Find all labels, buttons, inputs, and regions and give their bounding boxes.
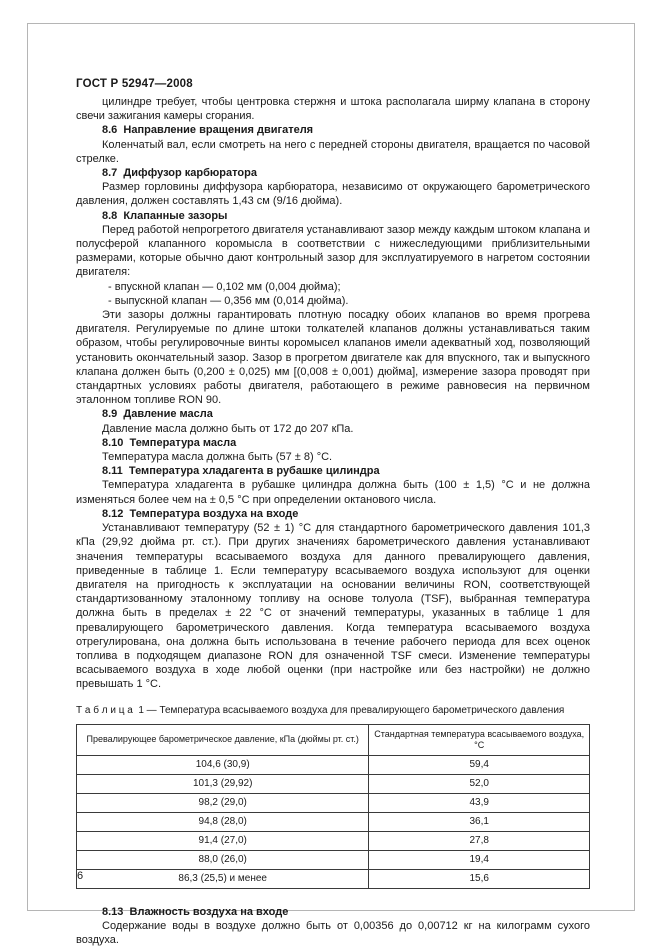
table-row bbox=[77, 869, 590, 888]
paragraph: Коленчатый вал, если смотреть на него с передней стороны двигателя, вращается по часовой стрелке. bbox=[76, 138, 590, 165]
paragraph: Устанавливают температуру (52 ± 1) °С для стандартного барометрического давления 101,3 кПа (29,92 дюйма рт. ст.). При других значениях барометрического давления устанавливают значения температуры всасываемого воздуха для данного превалирующего давления, приведенные в таблице 1. Если температуру всасываемого воздуха используют для оценки двигателя на пригодность к эксплуатации на основании величины RON, соответствующей стандартизованному эталонному топливу на основе толуола (TSF), выбранная температура должна быть в пределах ± 22 °С от значений температуры, указанных в таблице 1 для превалирующего барометрического давления. Когда температура всасываемого воздуха отрегулирована, она должна быть использована в течение рабочего периода для всех оценок топлива в подходящем диапазоне RON для означенной TSF смеси. Изменение температуры всасываемого воздуха в ходе любой оценки (при настройке или без настройки) не должно превышать 1 °С. bbox=[76, 522, 590, 691]
section-heading: 8.12 Температура воздуха на входе bbox=[102, 507, 299, 520]
table-cell: 88,0 (26,0) bbox=[77, 850, 369, 869]
table-cell: 86,3 (25,5) и менее bbox=[77, 869, 369, 888]
table-cell: 94,8 (28,0) bbox=[77, 812, 369, 831]
section-heading: 8.13 Влажность воздуха на входе bbox=[102, 905, 289, 918]
page-number: 6 bbox=[77, 870, 84, 882]
table-cell: 27,8 bbox=[369, 831, 590, 850]
table-row bbox=[77, 793, 590, 812]
table-row bbox=[77, 812, 590, 831]
table-cell: 98,2 (29,0) bbox=[77, 793, 369, 812]
table-cell: 59,4 bbox=[369, 755, 590, 774]
section-heading: 8.7 Диффузор карбюратора bbox=[102, 167, 257, 180]
list-item: - впускной клапан — 0,102 мм (0,004 дюйма); bbox=[108, 280, 341, 293]
paragraph: Содержание воды в воздухе должно быть от 0,00356 до 0,00712 кг на килограмм сухого воздуха. bbox=[76, 919, 590, 947]
paragraph: Температура хладагента в рубашке цилиндра должна быть (100 ± 1,5) °С и не должна изменяться более чем на ± 0,5 °С при определении октанового числа. bbox=[76, 479, 590, 506]
paragraph: Размер горловины диффузора карбюратора, независимо от окружающего барометрического давления, должен составлять 1,43 см (9/16 дюйма). bbox=[76, 181, 590, 208]
table-row bbox=[77, 850, 590, 869]
paragraph: Температура масла должна быть (57 ± 8) °С. bbox=[102, 451, 333, 464]
air-temperature-table bbox=[76, 724, 590, 889]
section-heading: 8.10 Температура масла bbox=[102, 436, 237, 449]
table-cell: 101,3 (29,92) bbox=[77, 774, 369, 793]
table-caption: Т а б л и ц а 1 — Температура всасываемого воздуха для превалирующего барометрического давления bbox=[76, 704, 565, 716]
table-row bbox=[77, 831, 590, 850]
section-heading: 8.9 Давление масла bbox=[102, 408, 213, 421]
table-column-header: Стандартная температура всасываемого воздуха, °С bbox=[369, 724, 590, 755]
table-cell: 15,6 bbox=[369, 869, 590, 888]
section-heading: 8.11 Температура хладагента в рубашке цилиндра bbox=[102, 465, 380, 478]
paragraph: цилиндре требует, чтобы центровка стержня и штока располагала ширму клапана в сторону свечи зажигания камеры сгорания. bbox=[76, 96, 590, 123]
table-cell: 52,0 bbox=[369, 774, 590, 793]
table-column-header: Превалирующее барометрическое давление, кПа (дюймы рт. ст.) bbox=[77, 724, 369, 755]
section-heading: 8.8 Клапанные зазоры bbox=[102, 209, 228, 222]
list-item: - выпускной клапан — 0,356 мм (0,014 дюйма). bbox=[108, 294, 349, 307]
document-standard-number: ГОСТ Р 52947—2008 bbox=[76, 78, 193, 90]
table-cell: 19,4 bbox=[369, 850, 590, 869]
table-cell: 43,9 bbox=[369, 793, 590, 812]
document-content bbox=[76, 95, 590, 947]
air-temperature-table-section bbox=[76, 704, 590, 889]
paragraph: Эти зазоры должны гарантировать плотную посадку обоих клапанов во время прогрева двигателя. Регулируемые по длине штоки толкателей клапанов должны устанавливаться таким образом, чтобы регулировочные винты коромысел клапанов имели адекватный ход, позволяющий установить окончательный зазор. Зазор в прогретом двигателе как для впускного, так и выпускного клапана должен быть (0,200 ± 0,025) мм [(0,008 ± 0,001) дюйма], измерение зазора проводят при стандартных условиях работы двигателя, работающего в режиме равновесия на первичном эталонном топливе RON 90. bbox=[76, 309, 590, 407]
paragraph: Перед работой непрогретого двигателя устанавливают зазор между каждым штоком клапана и полусферой клапанного коромысла в соответствии с нижеследующими приблизительными размерами, которые обычно дают контрольный зазор для эксплуатируемого в нагретом состоянии двигателя: bbox=[76, 223, 590, 279]
table-cell: 104,6 (30,9) bbox=[77, 755, 369, 774]
table-cell: 91,4 (27,0) bbox=[77, 831, 369, 850]
section-heading: 8.6 Направление вращения двигателя bbox=[102, 124, 314, 137]
table-cell: 36,1 bbox=[369, 812, 590, 831]
table-header-row bbox=[77, 724, 590, 755]
paragraph: Давление масла должно быть от 172 до 207 кПа. bbox=[102, 422, 354, 435]
table-row bbox=[77, 755, 590, 774]
table-row bbox=[77, 774, 590, 793]
